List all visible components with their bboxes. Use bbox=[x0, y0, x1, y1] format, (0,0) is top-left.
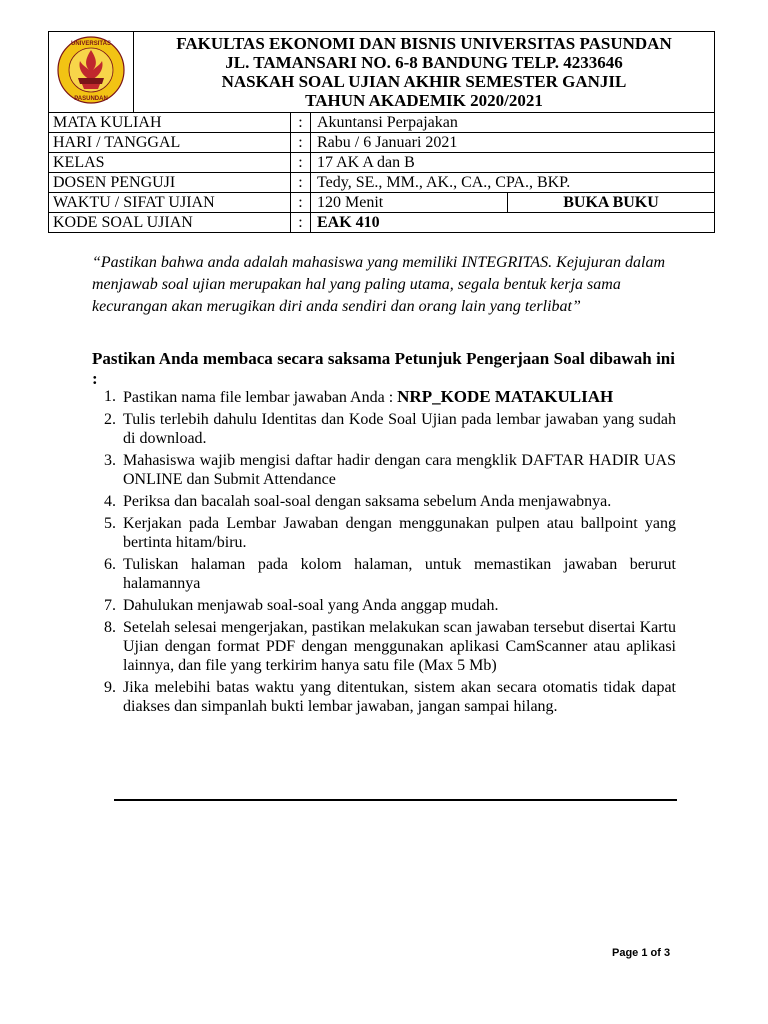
instruction-item bbox=[104, 492, 676, 511]
info-value-examiner: Tedy, SE., MM., AK., CA., CPA., BKP. bbox=[311, 173, 715, 193]
info-label: DOSEN PENGUJI bbox=[49, 173, 291, 193]
info-label: WAKTU / SIFAT UJIAN bbox=[49, 193, 291, 213]
university-logo bbox=[56, 34, 126, 106]
info-row-date bbox=[49, 133, 715, 153]
academic-year: TAHUN AKADEMIK 2020/2021 bbox=[305, 91, 543, 110]
instructions-heading: Pastikan Anda membaca secara saksama Petunjuk Pengerjaan Soal dibawah ini : bbox=[92, 349, 675, 388]
info-colon: : bbox=[291, 213, 311, 233]
faculty-address: JL. TAMANSARI NO. 6-8 BANDUNG TELP. 4233646 bbox=[225, 53, 623, 72]
instruction-number: 4. bbox=[104, 493, 116, 510]
info-value-date: Rabu / 6 Januari 2021 bbox=[311, 133, 715, 153]
instruction-text: Tulis terlebih dahulu Identitas dan Kode Soal Ujian pada lembar jawaban yang sudah di download. bbox=[123, 411, 676, 447]
header-title-block bbox=[134, 32, 715, 113]
faculty-name: FAKULTAS EKONOMI DAN BISNIS UNIVERSITAS PASUNDAN bbox=[176, 34, 672, 53]
info-value-class: 17 AK A dan B bbox=[311, 153, 715, 173]
instruction-number: 8. bbox=[104, 619, 116, 636]
instruction-item bbox=[104, 451, 676, 489]
open-book-label: BUKA BUKU bbox=[508, 193, 715, 213]
info-value-time: 120 Menit bbox=[311, 193, 508, 213]
page-number: Page 1 of 3 bbox=[612, 947, 671, 959]
instruction-item bbox=[104, 618, 676, 675]
instruction-text: Mahasiswa wajib mengisi daftar hadir dengan cara mengklik DAFTAR HADIR UAS ONLINE dan Submit Attendance bbox=[123, 452, 676, 488]
instruction-number: 9. bbox=[104, 679, 116, 696]
info-colon: : bbox=[291, 133, 311, 153]
instruction-item bbox=[104, 596, 676, 615]
exam-header-table bbox=[48, 31, 715, 233]
info-row-code bbox=[49, 213, 715, 233]
instruction-number: 2. bbox=[104, 411, 116, 428]
instruction-item bbox=[104, 555, 676, 593]
instruction-text: Kerjakan pada Lembar Jawaban dengan menggunakan pulpen atau ballpoint yang bertinta hitam/biru. bbox=[123, 515, 676, 551]
section-divider bbox=[114, 799, 677, 801]
instruction-number: 1. bbox=[104, 388, 116, 405]
info-row-time bbox=[49, 193, 715, 213]
instruction-text: Tuliskan halaman pada kolom halaman, untuk memastikan jawaban berurut halamannya bbox=[123, 556, 676, 592]
info-label: HARI / TANGGAL bbox=[49, 133, 291, 153]
instruction-text: Jika melebihi batas waktu yang ditentukan, sistem akan secara otomatis tidak dapat diakses dan simpanlah bukti lembar jawaban, jangan sampai hilang. bbox=[123, 679, 676, 715]
info-colon: : bbox=[291, 173, 311, 193]
instruction-item bbox=[104, 678, 676, 716]
info-value-course: Akuntansi Perpajakan bbox=[311, 113, 715, 133]
info-colon: : bbox=[291, 193, 311, 213]
exam-title: NASKAH SOAL UJIAN AKHIR SEMESTER GANJIL bbox=[221, 72, 627, 91]
logo-cell bbox=[49, 32, 134, 113]
instruction-item bbox=[104, 410, 676, 448]
instruction-text: Setelah selesai mengerjakan, pastikan melakukan scan jawaban tersebut disertai Kartu Ujian dengan format PDF dengan menggunakan aplikasi CamScanner atau aplikasi lainnya, dan file yang terkirim hanya satu file (Max 5 Mb) bbox=[123, 619, 676, 674]
instruction-text: Pastikan nama file lembar jawaban Anda : bbox=[123, 389, 398, 406]
info-value-code: EAK 410 bbox=[311, 213, 715, 233]
info-label: KODE SOAL UJIAN bbox=[49, 213, 291, 233]
instruction-number: 6. bbox=[104, 556, 116, 573]
instruction-number: 5. bbox=[104, 515, 116, 532]
instructions-list bbox=[104, 387, 676, 719]
instruction-number: 7. bbox=[104, 597, 116, 614]
instruction-number: 3. bbox=[104, 452, 116, 469]
info-label: MATA KULIAH bbox=[49, 113, 291, 133]
info-label: KELAS bbox=[49, 153, 291, 173]
instruction-text: Periksa dan bacalah soal-soal dengan saksama sebelum Anda menjawabnya. bbox=[123, 493, 612, 510]
info-colon: : bbox=[291, 113, 311, 133]
logo-text-top: UNIVERSITAS bbox=[71, 40, 111, 47]
info-row-class bbox=[49, 153, 715, 173]
logo-text-bottom: PASUNDAN bbox=[74, 95, 108, 102]
info-colon: : bbox=[291, 153, 311, 173]
info-row-examiner bbox=[49, 173, 715, 193]
filename-format: NRP_KODE MATAKULIAH bbox=[397, 387, 614, 406]
instruction-text: Dahulukan menjawab soal-soal yang Anda anggap mudah. bbox=[123, 597, 499, 614]
instruction-item bbox=[104, 387, 676, 407]
info-row-course bbox=[49, 113, 715, 133]
integrity-quote: “Pastikan bahwa anda adalah mahasiswa yang memiliki INTEGRITAS. Kejujuran dalam menjawab soal ujian merupakan hal yang paling utama, segala bentuk kerja sama kecurangan akan merugikan diri anda sendiri dan orang lain yang terlibat” bbox=[92, 254, 666, 315]
instruction-item bbox=[104, 514, 676, 552]
